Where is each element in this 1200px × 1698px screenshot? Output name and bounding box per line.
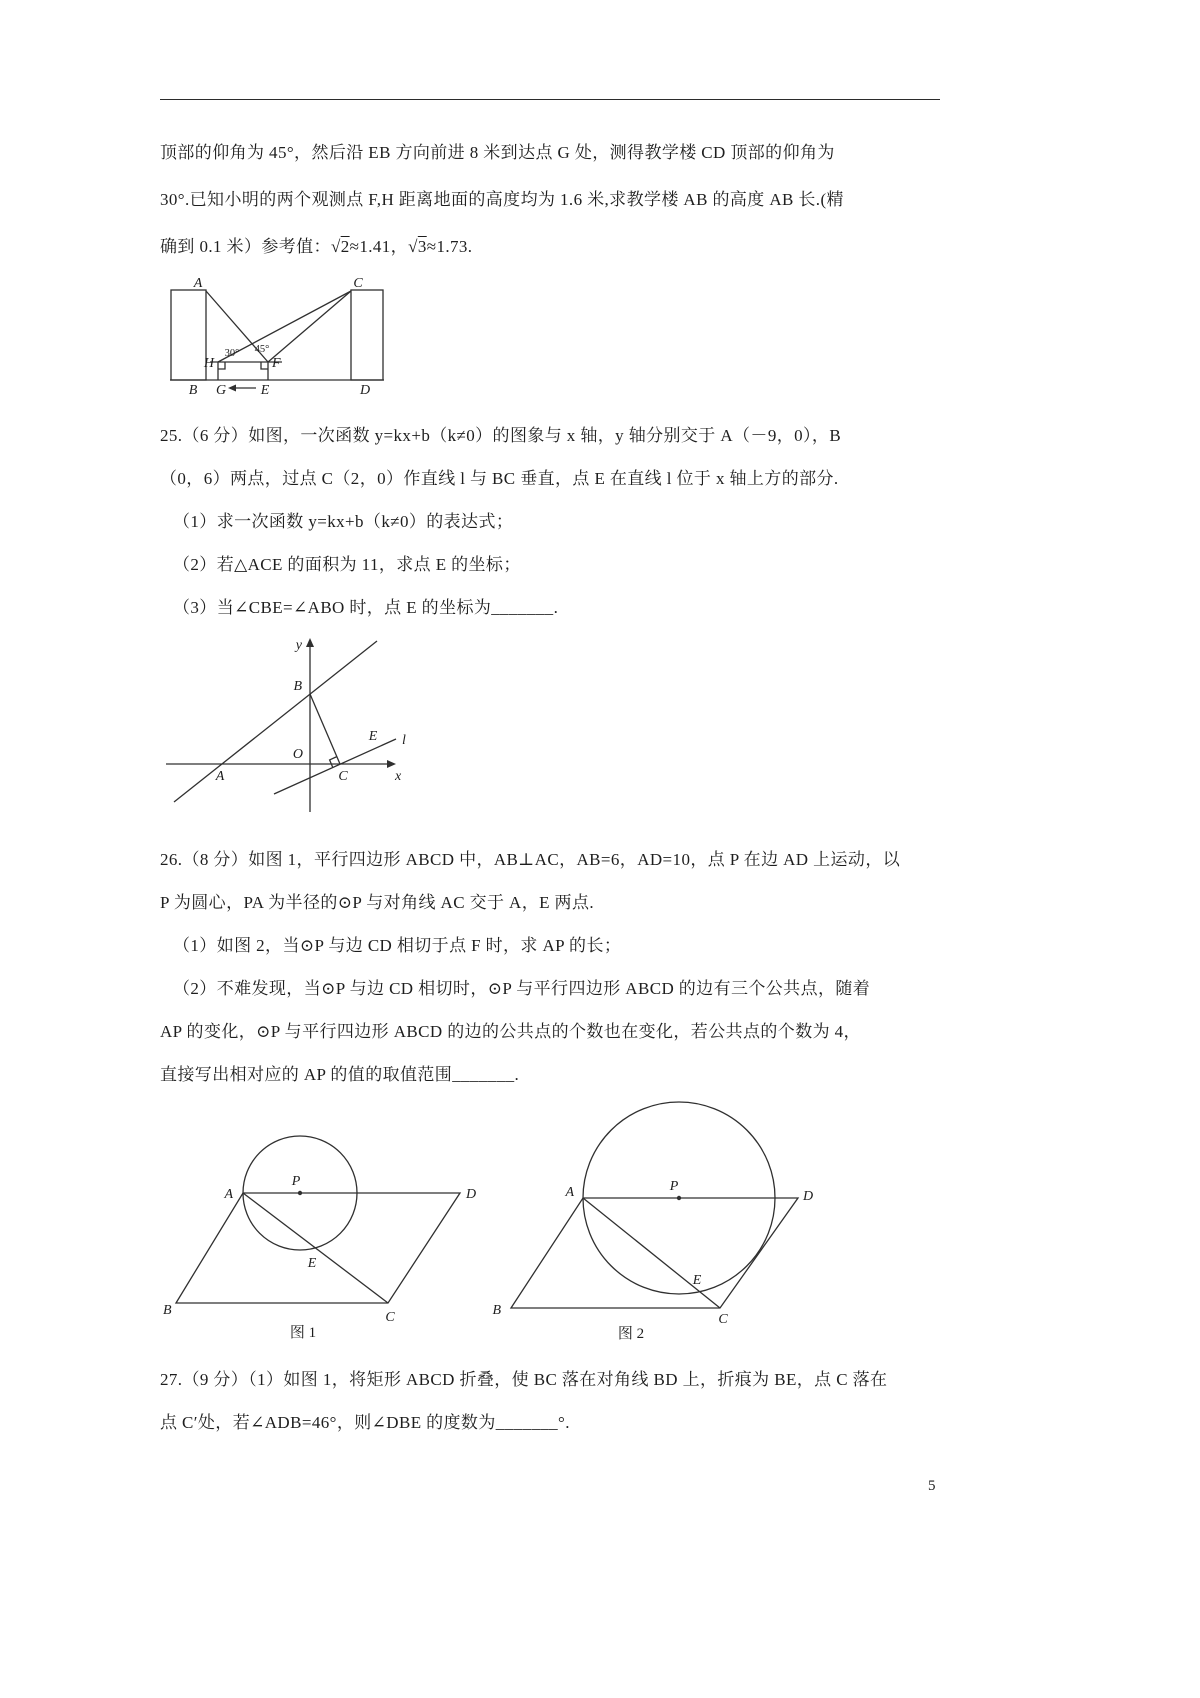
q26-part-2-line-1: （2）不难发现，当⊙P 与边 CD 相切时，⊙P 与平行四边形 ABCD 的边有三个公共点，随着 — [173, 979, 871, 998]
fig1-shapes — [176, 1136, 460, 1303]
buildings-diagram — [168, 276, 390, 398]
label-point-c: C — [338, 769, 348, 784]
q25-part-2: （2）若△ACE 的面积为 11，求点 E 的坐标； — [173, 555, 521, 574]
fig2-caption: 图 2 — [617, 1326, 645, 1342]
q25-part-3: （3）当∠CBE=∠ABO 时，点 E 的坐标为_______. — [173, 598, 559, 617]
q25-part-1: （1）求一次函数 y=kx+b（k≠0）的表达式； — [173, 512, 514, 531]
q27-line-2: 点 C′处，若∠ADB=46°，则∠DBE 的度数为_______°. — [160, 1413, 570, 1432]
intro-line-3 — [160, 223, 844, 270]
sqrt3-radicand: 3 — [417, 237, 427, 256]
arrow-e-to-g-head — [228, 385, 236, 392]
header-rule — [160, 99, 940, 100]
question-27 — [160, 1358, 887, 1444]
q26-part-1: （1）如图 2，当⊙P 与边 CD 相切于点 F 时，求 AP 的长； — [173, 936, 622, 955]
coordinate-shapes — [166, 641, 396, 812]
right-angle-mark-h — [218, 362, 225, 369]
fig1-label-p: P — [291, 1174, 301, 1189]
y-axis-arrowhead — [306, 638, 314, 647]
label-x-axis: x — [395, 769, 402, 784]
ref-values-prefix: 确到 0.1 米）参考值： — [160, 237, 331, 256]
building-ab — [171, 290, 206, 380]
figure-buildings — [168, 276, 390, 398]
question-26 — [160, 838, 900, 1096]
fig2-label-p: P — [669, 1179, 679, 1194]
label-angle-45: 45° — [254, 344, 270, 355]
fig2-shapes — [511, 1102, 798, 1308]
ref-values-tail: ≈1.73. — [426, 237, 473, 256]
label-point-a: A — [193, 276, 203, 291]
diagonal-ac-1 — [243, 1193, 388, 1303]
fig1-caption: 图 1 — [289, 1325, 317, 1341]
label-line-l: l — [402, 733, 406, 748]
coordinate-diagram — [162, 636, 414, 816]
label-point-d: D — [359, 383, 371, 398]
fig2-label-a: A — [565, 1185, 574, 1200]
figure-coordinate — [162, 636, 414, 816]
label-point-h: H — [203, 356, 214, 371]
label-point-g: G — [215, 383, 227, 398]
building-cd — [351, 290, 383, 380]
intro-line-1: 顶部的仰角为 45°，然后沿 EB 方向前进 8 米到达点 G 处，测得教学楼 CD 顶部的仰角为 — [160, 143, 835, 162]
fig2-label-b: B — [492, 1303, 501, 1318]
label-point-b: B — [188, 383, 198, 398]
fig2-label-c: C — [718, 1312, 728, 1327]
q26-part-2-line-2: AP 的变化，⊙P 与平行四边形 ABCD 的边的公共点的个数也在变化，若公共点的个数为 4， — [160, 1022, 861, 1041]
parallelogram-abcd-1 — [176, 1193, 460, 1303]
fig1-label-c: C — [385, 1310, 395, 1325]
segment-bc — [310, 694, 340, 764]
label-point-e: E — [368, 729, 378, 744]
parallelograms-diagram — [163, 1086, 835, 1344]
label-origin: O — [292, 747, 303, 762]
intro-line-2: 30°.已知小明的两个观测点 F,H 距离地面的高度均为 1.6 米,求教学楼 AB 的高度 AB 长.(精 — [160, 190, 844, 209]
diagonal-ac-2 — [583, 1198, 720, 1308]
ref-values-mid: ≈1.41， — [349, 237, 409, 256]
q25-line-2: （0，6）两点，过点 C（2，0）作直线 l 与 BC 垂直，点 E 在直线 l 位于 x 轴上方的部分. — [160, 469, 839, 488]
fig1-label-e: E — [307, 1256, 317, 1271]
fig2-label-d: D — [803, 1189, 814, 1204]
paragraph-elevation-problem — [160, 129, 844, 270]
right-angle-mark-f — [261, 362, 268, 369]
label-y-axis: y — [295, 638, 302, 653]
sqrt2-radicand: 2 — [340, 237, 350, 256]
q27-line-1: 27.（9 分）（1）如图 1，将矩形 ABCD 折叠，使 BC 落在对角线 BD 上，折痕为 BE，点 C 落在 — [160, 1370, 888, 1389]
q26-part-2-line-3: 直接写出相对应的 AP 的值的取值范围_______. — [160, 1065, 520, 1084]
sqrt3-sign: √ — [408, 237, 418, 256]
fig1-label-b: B — [163, 1303, 172, 1318]
label-point-e: E — [260, 383, 270, 398]
fig1-label-d: D — [466, 1187, 477, 1202]
label-point-c: C — [353, 276, 363, 291]
point-p-dot-1 — [298, 1191, 302, 1195]
sightline-c-f — [268, 291, 351, 362]
q25-line-1: 25.（6 分）如图，一次函数 y=kx+b（k≠0）的图象与 x 轴，y 轴分别交于 A（－9，0），B — [160, 426, 842, 445]
figure-parallelograms — [163, 1086, 835, 1344]
label-point-b: B — [293, 679, 302, 694]
page-number: 5 — [928, 1478, 936, 1494]
point-p-dot-2 — [677, 1196, 681, 1200]
parallelogram-abcd-2 — [511, 1198, 798, 1308]
question-25 — [160, 414, 841, 629]
q26-line-2: P 为圆心，PA 为半径的⊙P 与对角线 AC 交于 A，E 两点. — [160, 893, 595, 912]
buildings-shapes — [170, 290, 384, 388]
label-point-f: F — [272, 356, 281, 371]
fig2-label-e: E — [692, 1273, 702, 1288]
q26-line-1: 26.（8 分）如图 1，平行四边形 ABCD 中，AB⊥AC，AB=6，AD=10，点 P 在边 AD 上运动，以 — [160, 850, 901, 869]
label-point-a: A — [215, 769, 225, 784]
label-angle-30: 30° — [224, 348, 240, 359]
x-axis-arrowhead — [387, 760, 396, 768]
sqrt2-sign: √ — [330, 237, 341, 256]
fig1-label-a: A — [224, 1187, 233, 1202]
